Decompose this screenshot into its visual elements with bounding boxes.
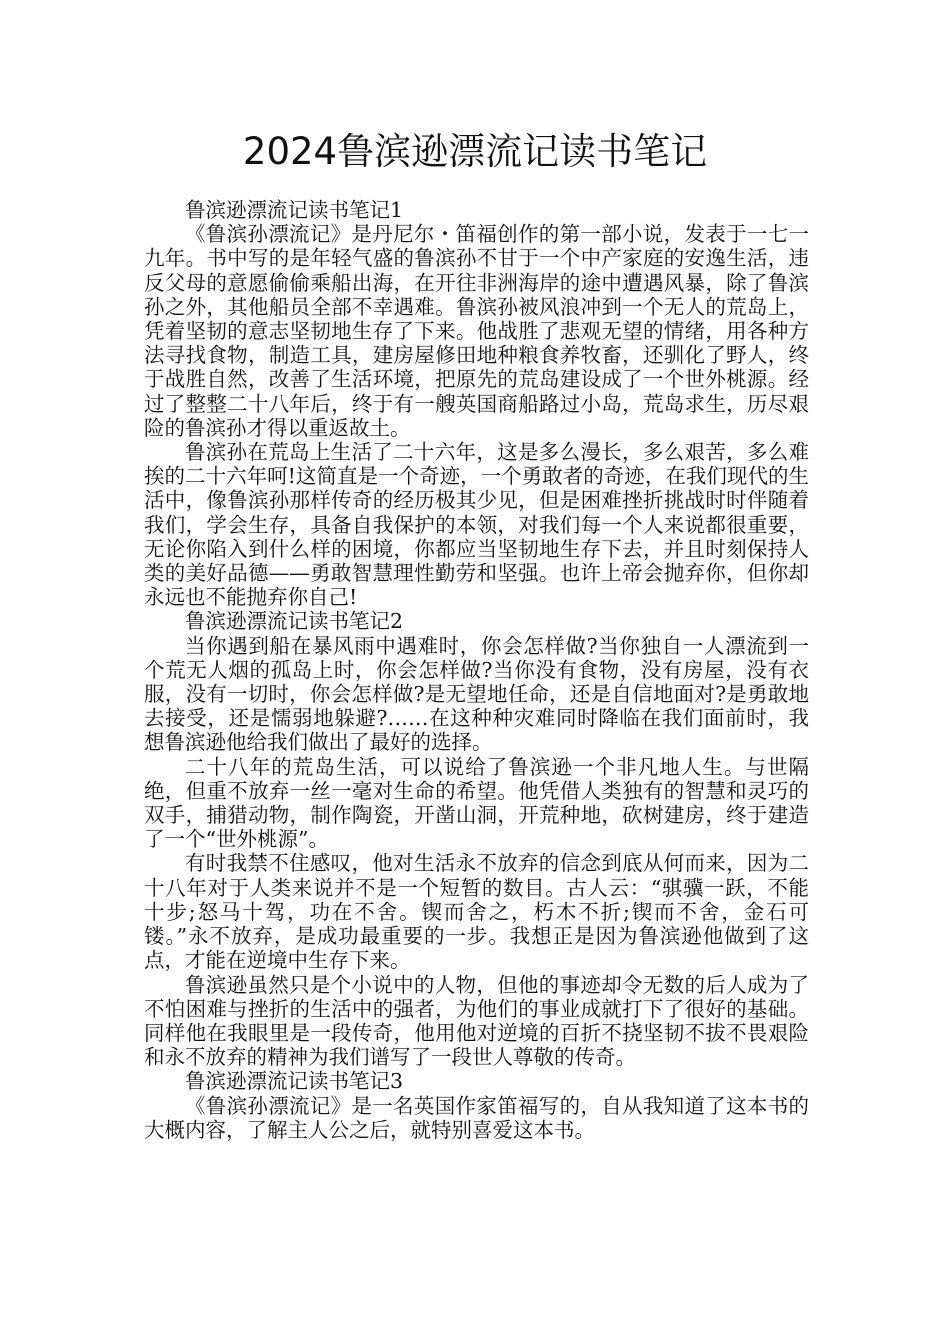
document-body xyxy=(144,198,809,1142)
paragraph: 《鲁滨孙漂流记》是丹尼尔・笛福创作的第一部小说，发表于一七一九年。书中写的是年轻气盛的鲁滨孙不甘于一个中产家庭的安逸生活，违反父母的意愿偷偷乘船出海，在开往非洲海岸的途中遭遇风暴，除了鲁滨孙之外，其他船员全部不幸遇难。鲁滨孙被风浪冲到一个无人的荒岛上，凭着坚韧的意志坚韧地生存了下来。他战胜了悲观无望的情绪，用各种方法寻找食物，制造工具，建房屋修田地种粮食养牧畜，还驯化了野人，终于战胜自然，改善了生活环境，把原先的荒岛建设成了一个世外桃源。经过了整整二十八年后，终于有一艘英国商船路过小岛，荒岛求生，历尽艰险的鲁滨孙才得以重返故土。 xyxy=(144,222,809,440)
section-heading-3: 鲁滨逊漂流记读书笔记3 xyxy=(185,1069,404,1094)
section-heading-2: 鲁滨逊漂流记读书笔记2 xyxy=(185,609,404,634)
paragraph: 二十八年的荒岛生活，可以说给了鲁滨逊一个非凡地人生。与世隔绝，但重不放弃一丝一毫对生命的希望。他凭借人类独有的智慧和灵巧的双手，捕猎动物，制作陶瓷，开凿山洞，开荒种地，砍树建房，终于建造了一个“世外桃源”。 xyxy=(144,754,809,852)
paragraph: 鲁滨逊虽然只是个小说中的人物，但他的事迹却令无数的后人成为了不怕困难与挫折的生活中的强者，为他们的事业成就打下了很好的基础。同样他在我眼里是一段传奇，他用他对逆境的百折不挠坚韧不拔不畏艰险和永不放弃的精神为我们谱写了一段世人尊敬的传奇。 xyxy=(144,972,809,1070)
paragraph: 鲁滨孙在荒岛上生活了二十六年，这是多么漫长，多么艰苦，多么难挨的二十六年呵!这简直是一个奇迹，一个勇敢者的奇迹，在我们现代的生活中，像鲁滨孙那样传奇的经历极其少见，但是困难挫折挑战时时伴随着我们，学会生存，具备自我保护的本领，对我们每一个人来说都很重要，无论你陷入到什么样的困境，你都应当坚韧地生存下去，并且时刻保持人类的美好品德——勇敢智慧理性勤劳和坚强。也许上帝会抛弃你，但你却永远也不能抛弃你自己! xyxy=(144,440,809,610)
section-heading-1: 鲁滨逊漂流记读书笔记1 xyxy=(185,198,404,222)
document-title: 2024鲁滨逊漂流记读书笔记 xyxy=(242,130,708,173)
paragraph: 《鲁滨孙漂流记》是一名英国作家笛福写的，自从我知道了这本书的大概内容，了解主人公之后，就特别喜爱这本书。 xyxy=(144,1093,809,1142)
paragraph: 当你遇到船在暴风雨中遇难时，你会怎样做?当你独自一人漂流到一个荒无人烟的孤岛上时，你会怎样做?当你没有食物，没有房屋，没有衣服，没有一切时，你会怎样做?是无望地任命，还是自信地面对?是勇敢地去接受，还是懦弱地躲避?……在这种种灾难同时降临在我们面前时，我想鲁滨逊他给我们做出了最好的选择。 xyxy=(144,633,809,755)
paragraph: 有时我禁不住感叹，他对生活永不放弃的信念到底从何而来，因为二十八年对于人类来说并不是一个短暂的数目。古人云：“骐骥一跃，不能十步;怒马十驾，功在不舍。锲而舍之，朽木不折;锲而不舍，金石可镂。”永不放弃，是成功最重要的一步。我想正是因为鲁滨逊他做到了这点，才能在逆境中生存下来。 xyxy=(144,851,809,973)
